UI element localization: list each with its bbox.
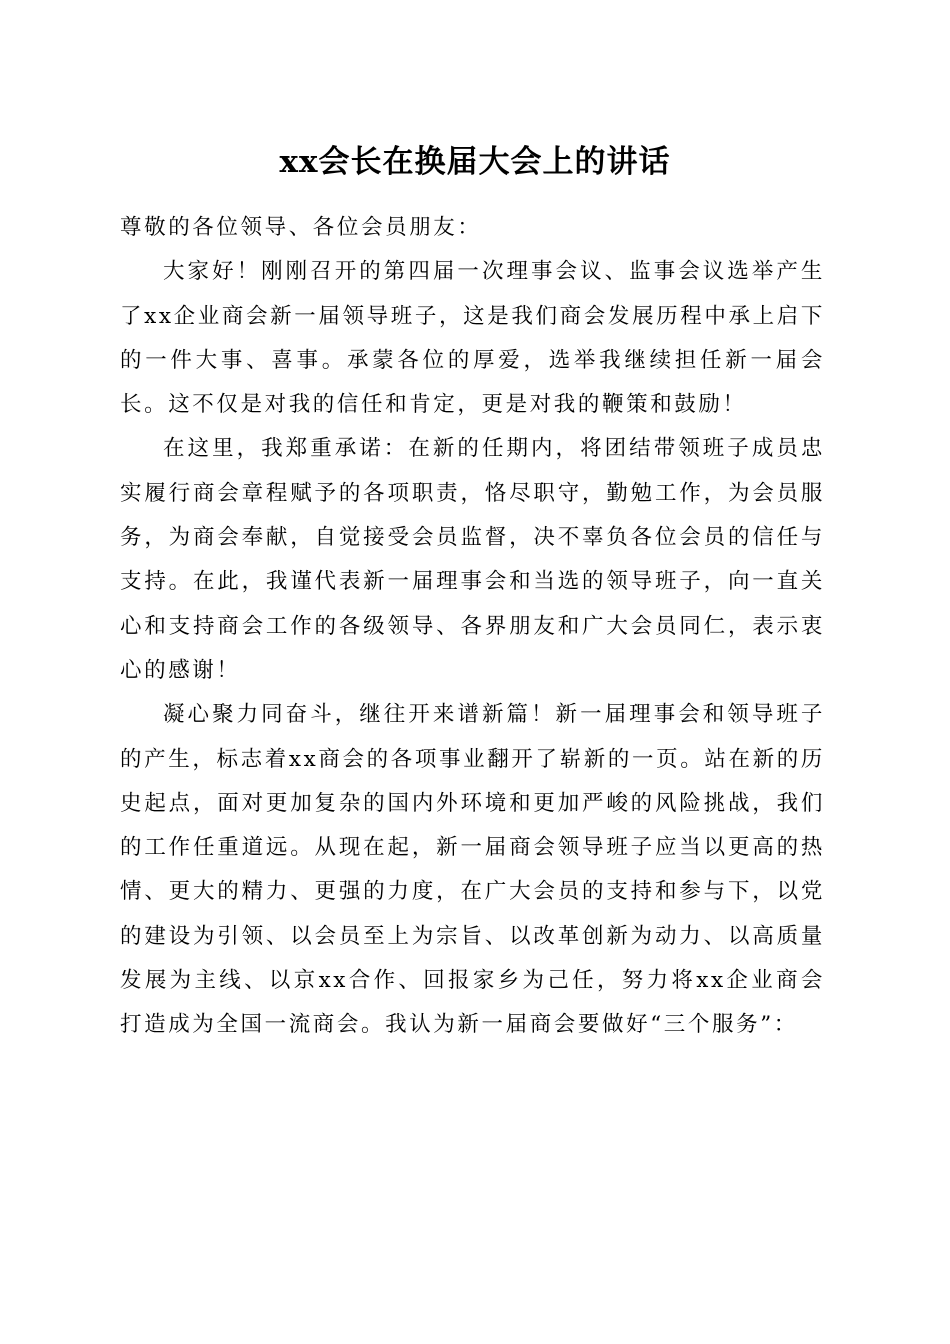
document-title: xx会长在换届大会上的讲话 [279, 144, 671, 180]
paragraph-outlook: 凝心聚力同奋斗，继往开来谱新篇！新一届理事会和领导班子的产生，标志着xx商会的各项事业翻开了崭新的一页。站在新的历史起点，面对更加复杂的国内外环境和更加严峻的风险挑战，我们的工作任重道远。从现在起，新一届商会领导班子应当以更高的热情、更大的精力、更强的力度，在广大会员的支持和参与下，以党的建设为引领、以会员至上为宗旨、以改革创新为动力、以高质量发展为主线、以京xx合作、回报家乡为己任，努力将xx企业商会打造成为全国一流商会。我认为新一届商会要做好“三个服务”： [120, 702, 825, 1038]
paragraph-pledge: 在这里，我郑重承诺：在新的任期内，将团结带领班子成员忠实履行商会章程赋予的各项职责，恪尽职守，勤勉工作，为会员服务，为商会奉献，自觉接受会员监督，决不辜负各位会员的信任与支持。在此，我谨代表新一届理事会和当选的领导班子，向一直关心和支持商会工作的各级领导、各界朋友和广大会员同仁，表示衷心的感谢！ [120, 436, 825, 683]
document-body [120, 206, 825, 1048]
salutation: 尊敬的各位领导、各位会员朋友： [120, 215, 482, 240]
paragraph-greeting: 大家好！刚刚召开的第四届一次理事会议、监事会议选举产生了xx企业商会新一届领导班子，这是我们商会发展历程中承上启下的一件大事、喜事。承蒙各位的厚爱，选举我继续担任新一届会长。这不仅是对我的信任和肯定，更是对我的鞭策和鼓励！ [120, 259, 825, 418]
